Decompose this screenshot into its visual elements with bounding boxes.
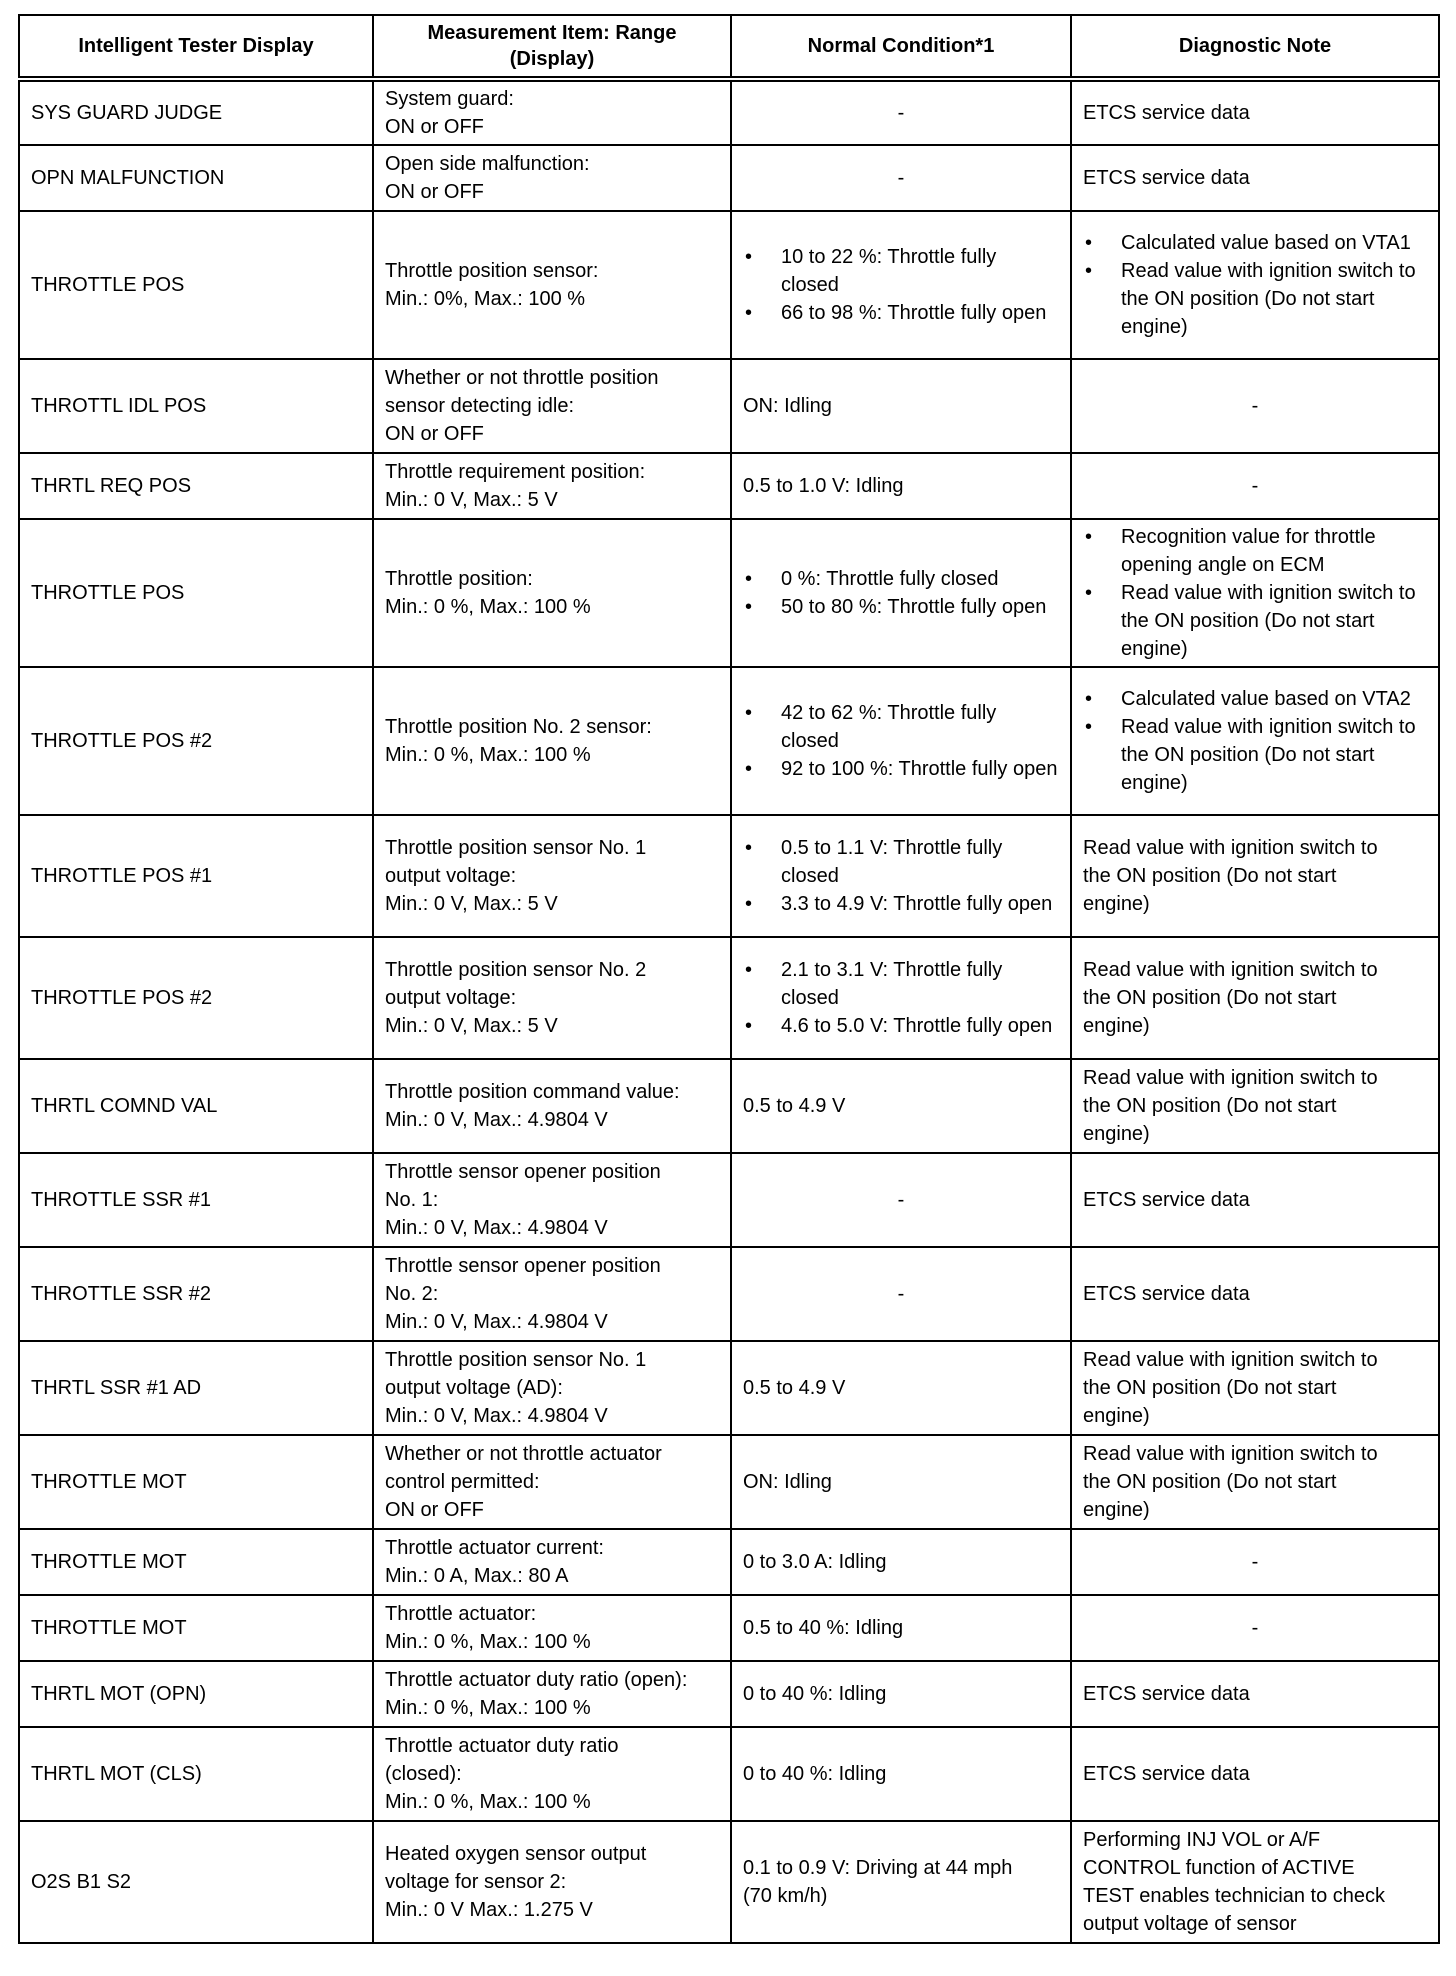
cell-tester-display: THROTTLE POS	[19, 211, 373, 359]
cell-line: Throttle actuator duty ratio (open):	[385, 1669, 688, 1691]
table-row	[19, 79, 1439, 145]
cell-measurement-item	[373, 1153, 731, 1247]
cell-line: output voltage of sensor	[1083, 1913, 1297, 1935]
cell-tester-display: THROTTLE POS #2	[19, 667, 373, 815]
cell-line: Throttle actuator current:	[385, 1537, 604, 1559]
table-row	[19, 1435, 1439, 1529]
cell-line: -	[897, 167, 905, 189]
table-header-row	[19, 15, 1439, 79]
cell-line: 0.1 to 0.9 V: Driving at 44 mph	[743, 1857, 1013, 1879]
bullet-list	[743, 243, 1059, 327]
bullet-list	[743, 956, 1059, 1040]
cell-line: Heated oxygen sensor output	[385, 1843, 647, 1865]
cell-diagnostic-note	[1071, 1341, 1439, 1435]
cell-line: No. 1:	[385, 1189, 439, 1211]
bullet-item: • 92 to 100 %: Throttle fully open	[743, 755, 1059, 783]
cell-normal-condition	[731, 937, 1071, 1059]
cell-normal-condition	[731, 359, 1071, 453]
cell-diagnostic-note	[1071, 1595, 1439, 1661]
bullet-item: • Calculated value based on VTA1	[1083, 229, 1427, 257]
bullet-list	[743, 565, 1059, 621]
cell-tester-display: THRTL SSR #1 AD	[19, 1341, 373, 1435]
cell-line: 0.5 to 4.9 V	[743, 1377, 846, 1399]
cell-tester-display: THROTTLE MOT	[19, 1529, 373, 1595]
table-row	[19, 1661, 1439, 1727]
table-row	[19, 519, 1439, 667]
cell-tester-display: THROTTL IDL POS	[19, 359, 373, 453]
cell-line: the ON position (Do not start	[1083, 1377, 1337, 1399]
cell-line: Min.: 0 %, Max.: 100 %	[385, 1791, 591, 1813]
cell-line: Min.: 0 V, Max.: 5 V	[385, 893, 558, 915]
cell-measurement-item	[373, 1247, 731, 1341]
cell-tester-display: THRTL MOT (OPN)	[19, 1661, 373, 1727]
cell-normal-condition	[731, 1661, 1071, 1727]
table-row	[19, 1821, 1439, 1943]
bullet-item: • 2.1 to 3.1 V: Throttle fully closed	[743, 956, 1059, 1012]
table-row	[19, 1247, 1439, 1341]
cell-normal-condition	[731, 815, 1071, 937]
cell-line: the ON position (Do not start	[1083, 987, 1337, 1009]
table-row	[19, 1529, 1439, 1595]
cell-normal-condition	[731, 1595, 1071, 1661]
cell-line: (closed):	[385, 1763, 462, 1785]
cell-tester-display: THROTTLE POS #2	[19, 937, 373, 1059]
cell-normal-condition	[731, 1529, 1071, 1595]
cell-line: Min.: 0 A, Max.: 80 A	[385, 1565, 569, 1587]
cell-line: Throttle position command value:	[385, 1081, 680, 1103]
table-row	[19, 937, 1439, 1059]
cell-measurement-item	[373, 1059, 731, 1153]
cell-measurement-item	[373, 1661, 731, 1727]
cell-tester-display: THROTTLE SSR #1	[19, 1153, 373, 1247]
cell-line: Read value with ignition switch to	[1083, 1443, 1378, 1465]
cell-line: ETCS service data	[1083, 1683, 1250, 1705]
cell-line: Throttle position:	[385, 568, 533, 590]
bullet-item: • 66 to 98 %: Throttle fully open	[743, 299, 1059, 327]
bullet-item: • 3.3 to 4.9 V: Throttle fully open	[743, 890, 1059, 918]
cell-measurement-item	[373, 1529, 731, 1595]
cell-line: CONTROL function of ACTIVE	[1083, 1857, 1355, 1879]
cell-line: ETCS service data	[1083, 167, 1250, 189]
header-diagnostic-note: Diagnostic Note	[1071, 15, 1439, 79]
cell-line: Throttle requirement position:	[385, 461, 646, 483]
cell-measurement-item	[373, 79, 731, 145]
bullet-item: • Recognition value for throttle opening angle on ECM	[1083, 523, 1427, 579]
cell-normal-condition	[731, 1435, 1071, 1529]
cell-measurement-item	[373, 1727, 731, 1821]
cell-diagnostic-note	[1071, 1059, 1439, 1153]
cell-line: engine)	[1083, 1123, 1150, 1145]
cell-line: Throttle position sensor No. 1	[385, 1349, 647, 1371]
cell-line: ON or OFF	[385, 181, 484, 203]
cell-line: the ON position (Do not start	[1083, 1471, 1337, 1493]
cell-diagnostic-note	[1071, 453, 1439, 519]
cell-line: Throttle actuator duty ratio	[385, 1735, 619, 1757]
cell-line: -	[1251, 1551, 1259, 1573]
table-row	[19, 145, 1439, 211]
bullet-item: • 0 %: Throttle fully closed	[743, 565, 1059, 593]
cell-line: Min.: 0 V Max.: 1.275 V	[385, 1899, 593, 1921]
cell-line: Min.: 0 %, Max.: 100 %	[385, 596, 591, 618]
bullet-item: • 50 to 80 %: Throttle fully open	[743, 593, 1059, 621]
cell-tester-display: THRTL REQ POS	[19, 453, 373, 519]
cell-line: Min.: 0 V, Max.: 4.9804 V	[385, 1405, 608, 1427]
cell-measurement-item	[373, 667, 731, 815]
cell-tester-display: SYS GUARD JUDGE	[19, 79, 373, 145]
cell-line: ETCS service data	[1083, 1189, 1250, 1211]
cell-line: Throttle position sensor:	[385, 260, 599, 282]
cell-line: ON: Idling	[743, 1471, 832, 1493]
cell-normal-condition	[731, 667, 1071, 815]
table-row	[19, 453, 1439, 519]
cell-line: ON or OFF	[385, 116, 484, 138]
cell-line: -	[897, 1283, 905, 1305]
cell-line: No. 2:	[385, 1283, 439, 1305]
cell-normal-condition	[731, 145, 1071, 211]
cell-line: Throttle position sensor No. 1	[385, 837, 647, 859]
cell-line: -	[897, 102, 905, 124]
cell-tester-display: THROTTLE SSR #2	[19, 1247, 373, 1341]
cell-line: Throttle position sensor No. 2	[385, 959, 647, 981]
cell-measurement-item	[373, 145, 731, 211]
cell-line: Min.: 0 V, Max.: 4.9804 V	[385, 1109, 608, 1131]
cell-measurement-item	[373, 519, 731, 667]
cell-diagnostic-note	[1071, 1661, 1439, 1727]
cell-line: 0 to 3.0 A: Idling	[743, 1551, 887, 1573]
cell-line: output voltage (AD):	[385, 1377, 563, 1399]
cell-diagnostic-note	[1071, 1435, 1439, 1529]
cell-line: Throttle position No. 2 sensor:	[385, 716, 652, 738]
cell-line: 0.5 to 40 %: Idling	[743, 1617, 904, 1639]
table-row	[19, 1341, 1439, 1435]
cell-normal-condition	[731, 453, 1071, 519]
cell-line: -	[1251, 395, 1259, 417]
cell-measurement-item	[373, 211, 731, 359]
cell-normal-condition	[731, 1341, 1071, 1435]
cell-measurement-item	[373, 1595, 731, 1661]
cell-tester-display: THROTTLE MOT	[19, 1595, 373, 1661]
cell-line: control permitted:	[385, 1471, 540, 1493]
cell-line: the ON position (Do not start	[1083, 1095, 1337, 1117]
cell-normal-condition	[731, 1821, 1071, 1943]
cell-line: Throttle sensor opener position	[385, 1255, 661, 1277]
cell-diagnostic-note	[1071, 359, 1439, 453]
cell-line: Throttle sensor opener position	[385, 1161, 661, 1183]
header-measurement-item: Measurement Item: Range (Display)	[373, 15, 731, 79]
cell-diagnostic-note	[1071, 1727, 1439, 1821]
bullet-list	[743, 699, 1059, 783]
cell-line: Throttle actuator:	[385, 1603, 537, 1625]
cell-line: Performing INJ VOL or A/F	[1083, 1829, 1321, 1851]
cell-line: Min.: 0 V, Max.: 4.9804 V	[385, 1217, 608, 1239]
table-row	[19, 1595, 1439, 1661]
bullet-item: • Read value with ignition switch to the ON position (Do not start engine)	[1083, 713, 1427, 797]
cell-line: ETCS service data	[1083, 1283, 1250, 1305]
cell-line: 0 to 40 %: Idling	[743, 1763, 887, 1785]
cell-measurement-item	[373, 815, 731, 937]
bullet-item: • Calculated value based on VTA2	[1083, 685, 1427, 713]
cell-diagnostic-note	[1071, 1247, 1439, 1341]
cell-line: sensor detecting idle:	[385, 395, 575, 417]
bullet-list	[1083, 523, 1427, 663]
cell-diagnostic-note	[1071, 211, 1439, 359]
cell-normal-condition	[731, 1247, 1071, 1341]
bullet-item: • 4.6 to 5.0 V: Throttle fully open	[743, 1012, 1059, 1040]
cell-line: Min.: 0 V, Max.: 4.9804 V	[385, 1311, 608, 1333]
cell-line: voltage for sensor 2:	[385, 1871, 567, 1893]
cell-line: Whether or not throttle actuator	[385, 1443, 662, 1465]
table-row	[19, 1727, 1439, 1821]
cell-line: -	[1251, 475, 1259, 497]
cell-line: ETCS service data	[1083, 102, 1250, 124]
cell-line: Min.: 0 %, Max.: 100 %	[385, 744, 591, 766]
cell-tester-display: OPN MALFUNCTION	[19, 145, 373, 211]
cell-line: engine)	[1083, 1405, 1150, 1427]
cell-line: engine)	[1083, 1015, 1150, 1037]
cell-measurement-item	[373, 453, 731, 519]
table-row	[19, 1059, 1439, 1153]
cell-normal-condition	[731, 1059, 1071, 1153]
header-normal-condition: Normal Condition*1	[731, 15, 1071, 79]
cell-measurement-item	[373, 359, 731, 453]
cell-diagnostic-note	[1071, 815, 1439, 937]
cell-line: Min.: 0 %, Max.: 100 %	[385, 1697, 591, 1719]
cell-diagnostic-note	[1071, 937, 1439, 1059]
cell-normal-condition	[731, 1153, 1071, 1247]
cell-line: System guard:	[385, 88, 514, 110]
cell-line: engine)	[1083, 893, 1150, 915]
cell-line: 0 to 40 %: Idling	[743, 1683, 887, 1705]
cell-line: -	[1251, 1617, 1259, 1639]
table-row	[19, 667, 1439, 815]
cell-measurement-item	[373, 1435, 731, 1529]
cell-line: (70 km/h)	[743, 1885, 828, 1907]
cell-line: ETCS service data	[1083, 1763, 1250, 1785]
table-row	[19, 359, 1439, 453]
cell-measurement-item	[373, 937, 731, 1059]
cell-line: Whether or not throttle position	[385, 367, 659, 389]
data-list-table	[18, 14, 1440, 1944]
cell-diagnostic-note	[1071, 1529, 1439, 1595]
cell-normal-condition	[731, 519, 1071, 667]
bullet-item: • 0.5 to 1.1 V: Throttle fully closed	[743, 834, 1059, 890]
table-row	[19, 1153, 1439, 1247]
cell-tester-display: THROTTLE POS #1	[19, 815, 373, 937]
bullet-list	[743, 834, 1059, 918]
cell-line: 0.5 to 1.0 V: Idling	[743, 475, 904, 497]
cell-diagnostic-note	[1071, 519, 1439, 667]
cell-measurement-item	[373, 1821, 731, 1943]
cell-tester-display: THRTL MOT (CLS)	[19, 1727, 373, 1821]
bullet-item: • 10 to 22 %: Throttle fully closed	[743, 243, 1059, 299]
cell-diagnostic-note	[1071, 667, 1439, 815]
cell-diagnostic-note	[1071, 1821, 1439, 1943]
cell-line: Read value with ignition switch to	[1083, 959, 1378, 981]
cell-line: Min.: 0 %, Max.: 100 %	[385, 1631, 591, 1653]
cell-tester-display: THROTTLE POS	[19, 519, 373, 667]
cell-line: Min.: 0%, Max.: 100 %	[385, 288, 586, 310]
bullet-list	[1083, 685, 1427, 797]
bullet-item: • Read value with ignition switch to the ON position (Do not start engine)	[1083, 579, 1427, 663]
cell-diagnostic-note	[1071, 1153, 1439, 1247]
cell-line: ON or OFF	[385, 423, 484, 445]
cell-measurement-item	[373, 1341, 731, 1435]
cell-line: ON: Idling	[743, 395, 832, 417]
table-row	[19, 815, 1439, 937]
cell-diagnostic-note	[1071, 145, 1439, 211]
cell-line: Open side malfunction:	[385, 153, 590, 175]
cell-normal-condition	[731, 79, 1071, 145]
bullet-item: • Read value with ignition switch to the ON position (Do not start engine)	[1083, 257, 1427, 341]
header-tester-display: Intelligent Tester Display	[19, 15, 373, 79]
cell-line: output voltage:	[385, 865, 517, 887]
cell-diagnostic-note	[1071, 79, 1439, 145]
cell-line: ON or OFF	[385, 1499, 484, 1521]
bullet-item: • 42 to 62 %: Throttle fully closed	[743, 699, 1059, 755]
cell-normal-condition	[731, 1727, 1071, 1821]
cell-line: TEST enables technician to check	[1083, 1885, 1386, 1907]
cell-line: Read value with ignition switch to	[1083, 837, 1378, 859]
cell-line: Read value with ignition switch to	[1083, 1349, 1378, 1371]
cell-tester-display: THRTL COMND VAL	[19, 1059, 373, 1153]
table-row	[19, 211, 1439, 359]
cell-line: Min.: 0 V, Max.: 5 V	[385, 489, 558, 511]
cell-tester-display: O2S B1 S2	[19, 1821, 373, 1943]
cell-line: Read value with ignition switch to	[1083, 1067, 1378, 1089]
cell-line: Min.: 0 V, Max.: 5 V	[385, 1015, 558, 1037]
cell-tester-display: THROTTLE MOT	[19, 1435, 373, 1529]
bullet-list	[1083, 229, 1427, 341]
cell-line: the ON position (Do not start	[1083, 865, 1337, 887]
cell-line: 0.5 to 4.9 V	[743, 1095, 846, 1117]
cell-line: engine)	[1083, 1499, 1150, 1521]
cell-line: output voltage:	[385, 987, 517, 1009]
cell-line: -	[897, 1189, 905, 1211]
cell-normal-condition	[731, 211, 1071, 359]
